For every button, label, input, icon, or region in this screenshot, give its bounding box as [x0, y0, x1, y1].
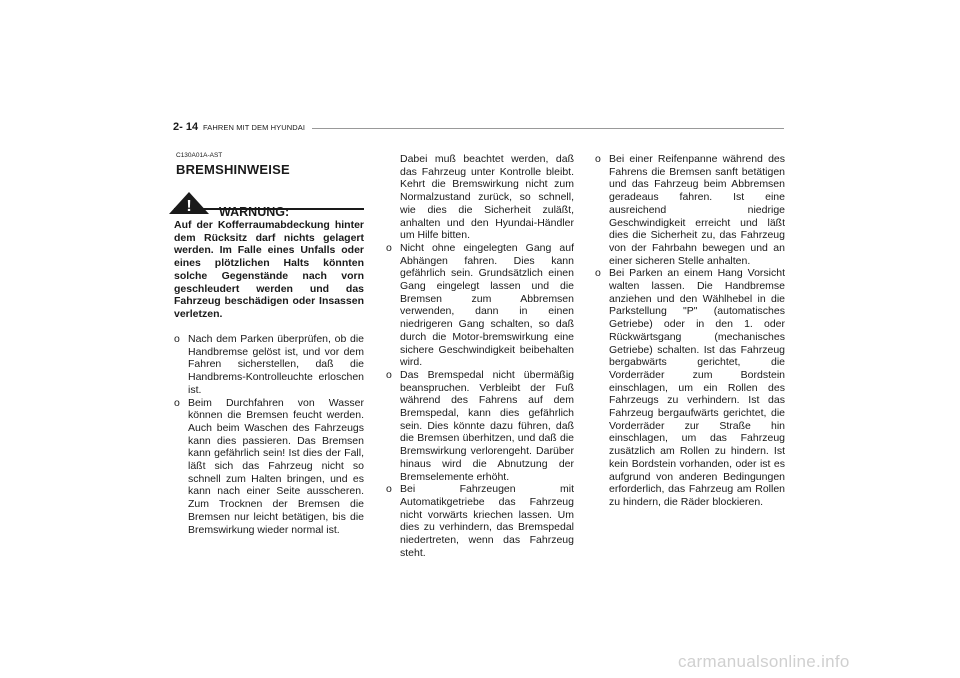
list-item-text: Das Bremspedal nicht übermäßig beanspruchen. Verbleibt der Fuß während des Fahrens auf dem Bremspedal, kann dies gefährlich sein. Dies könnte dazu führen, daß die Bremsen überhitzen, und daß die Bremswirkung verlorengeht. Darüber hinaus wird die Abnutzung der Bremselemente erhöht.: [400, 368, 574, 483]
column-1: [174, 333, 364, 536]
page-number: 2- 14: [173, 121, 199, 133]
list-item-text: Nach dem Parken überprüfen, ob die Handbremse gelöst ist, und vor dem Fahren sicherstellen, daß die Handbrems-Kontrolleuchte erloschen ist.: [188, 333, 364, 396]
list-item-text: Bei Parken an einem Hang Vorsicht walten lassen. Die Handbremse anziehen und den Wählhebel in die Parkstellung "P" (automatisches Getriebe) oder in den 1. oder Rückwärtsgang (mechanisches Getriebe) schalten. Ist das Fahrzeug bergabwärts gerichtet, die Vorderräder zum Bordstein einschlagen, um ein Rollen des Fahrzeugs zu verhindern. Ist das Fahrzeug bergaufwärts gerichtet, die Vorderräder zur Straße hin einschlagen, um das Fahrzeug zusätzlich am Rollen zu hindern. Ist kein Bordstein vorhanden, oder ist es aufgrund von anderen Bedingungen erforderlich, das Fahrzeug am Rollen zu hindern, die Räder blockieren.: [609, 267, 785, 508]
bullet-marker: o: [595, 267, 601, 280]
list-item-text: Nicht ohne eingelegten Gang auf Abhängen fahren. Dies kann gefährlich sein. Grundsätzlich einen Gang eingelegt lassen und die Bremsen zum Abbremsen verwenden, dann in einen niedrigeren Gang schalten, so daß durch die Motor-bremswirkung eine sichere Geschwindigkeit beibehalten wird.: [400, 241, 574, 369]
list-item: [595, 267, 785, 508]
list-item-text: Bei einer Reifenpanne während des Fahrens die Bremsen sanft betätigen und das Fahrzeug beim Abbremsen geradeaus fahren. Ist eine ausreichend niedrige Geschwindigkeit erreicht und läßt dies die Sicherheit zu, das Fahrzeug von der Fahrbahn bewegen und an einer sicheren Stelle anhalten.: [609, 153, 785, 267]
bullet-marker: o: [174, 396, 180, 409]
list-item: [174, 397, 364, 537]
bullet-marker: o: [386, 241, 392, 254]
bullet-marker: o: [386, 483, 392, 496]
list-item-text: Beim Durchfahren von Wasser können die Bremsen feucht werden. Auch beim Waschen des Fahrzeugs kann dies passieren. Das Bremsen kann gefährlich sein! Ist dies der Fall, läßt sich das Fahrzeug nicht so schnell zum Halten bringen, und es kann nach einer Seite ausscheren. Zum Trocknen der Bremsen die Bremsen nur leicht betätigen, bis die Bremswirkung wieder normal ist.: [188, 396, 364, 536]
list-item-text: Bei Fahrzeugen mit Automatikgetriebe das Fahrzeug nicht vorwärts kriechen lassen. Um dies zu verhindern, das Bremspedal niedertreten, wenn das Fahrzeug steht.: [400, 483, 574, 559]
continuation-paragraph: Dabei muß beachtet werden, daß das Fahrzeug unter Kontrolle bleibt. Kehrt die Bremswirkung nicht zum Normalzustand zurück, so schnell, wie dies die Sicherheit zuläßt, anhalten und den Hyundai-Händler um Hilfe bitten.: [400, 153, 574, 242]
column-3: [595, 153, 785, 509]
header-rule: [312, 128, 784, 129]
list-item: [386, 242, 574, 369]
section-code: C130A01A-AST: [176, 152, 223, 159]
chapter-title: FAHREN MIT DEM HYUNDAI: [203, 123, 306, 132]
bullet-marker: o: [174, 333, 180, 345]
list-item: [595, 153, 785, 267]
warning-title: WARNUNG:: [219, 205, 290, 219]
list-item: [386, 483, 574, 559]
list-item: [386, 369, 574, 483]
warning-triangle-icon: [168, 191, 210, 215]
warning-symbol: !: [186, 198, 192, 215]
warning-text: Auf der Kofferraumabdeckung hinter dem Rücksitz darf nichts gelagert werden. Im Falle eines Unfalls oder eines plötzlichen Halts könnten solche Gegenstände nach vorn geschleudert werden und das Fahrzeug beschädigen oder Insassen verletzen.: [174, 219, 364, 320]
watermark: carmanualsonline.info: [678, 652, 850, 671]
section-title: BREMSHINWEISE: [176, 162, 290, 177]
bullet-marker: o: [386, 368, 392, 381]
list-item: [174, 333, 364, 397]
column-2: [386, 153, 574, 560]
bullet-marker: o: [595, 153, 601, 165]
